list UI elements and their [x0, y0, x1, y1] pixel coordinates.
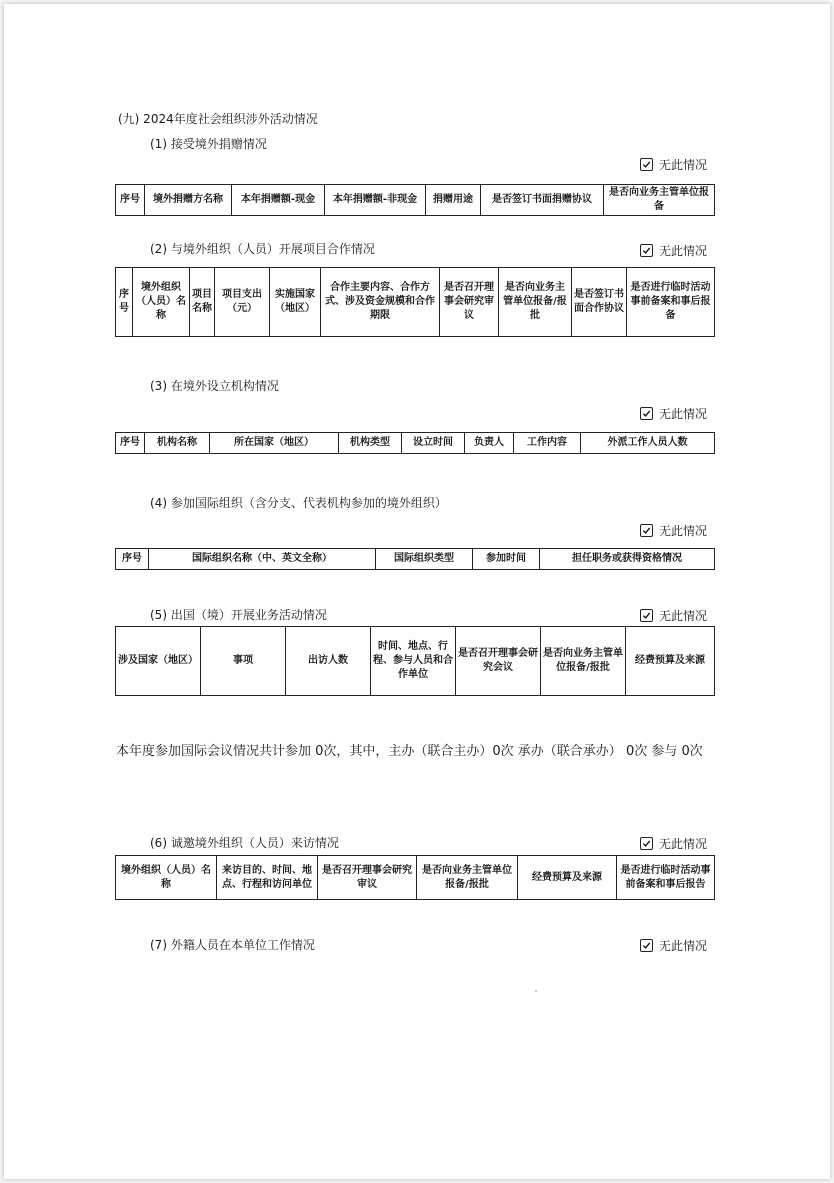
checked-box-icon	[640, 939, 653, 952]
header-cell: 经费预算及来源	[518, 856, 617, 900]
header-cell: 本年捐赠额-现金	[232, 185, 325, 216]
no-such-case-checkbox-6[interactable]	[640, 835, 707, 852]
table-foreign-donations	[115, 184, 715, 216]
header-cell: 参加时间	[473, 549, 540, 570]
scan-speck	[535, 990, 537, 992]
checkbox-label: 无此情况	[659, 407, 708, 421]
header-cell: 是否召开理事会研究会议	[456, 627, 541, 696]
table-invited-visits	[115, 855, 715, 900]
no-such-case-checkbox-5[interactable]	[640, 607, 707, 624]
checked-box-icon	[640, 609, 653, 622]
header-cell: 来访目的、时间、地点、行程和访问单位	[217, 856, 318, 900]
header-cell: 合作主要内容、合作方式、涉及资金规模和合作期限	[321, 268, 440, 337]
header-cell: 担任职务或获得资格情况	[540, 549, 715, 570]
header-cell: 国际组织名称（中、英文全称）	[149, 549, 376, 570]
header-cell: 所在国家（地区）	[210, 433, 339, 454]
header-cell: 是否召开理事会研究审议	[440, 268, 499, 337]
checked-box-icon	[640, 407, 653, 420]
subsection-6-title: (6) 诚邀境外组织（人员）来访情况	[150, 836, 339, 850]
table-header-row	[116, 856, 715, 900]
checked-box-icon	[640, 158, 653, 171]
header-cell: 是否签订书面合作协议	[572, 268, 627, 337]
no-such-case-checkbox-1[interactable]	[640, 156, 707, 173]
header-cell: 本年捐赠额-非现金	[325, 185, 426, 216]
header-cell: 序号	[116, 549, 149, 570]
header-cell: 出访人数	[286, 627, 371, 696]
international-conference-statement: 本年度参加国际会议情况共计参加 0次，其中，主办（联合主办）0次 承办（联合承办） 0次 参与 0次	[116, 744, 703, 759]
subsection-4-title: (4) 参加国际组织（含分支、代表机构参加的境外组织）	[150, 496, 447, 510]
header-cell: 序号	[116, 268, 133, 337]
header-cell: 国际组织类型	[376, 549, 473, 570]
header-cell: 设立时间	[402, 433, 465, 454]
no-such-case-checkbox-4[interactable]	[640, 522, 707, 539]
table-header-row	[116, 433, 715, 454]
header-cell: 境外捐赠方名称	[145, 185, 232, 216]
subsection-7-title: (7) 外籍人员在本单位工作情况	[150, 938, 315, 952]
table-header-row	[116, 185, 715, 216]
checkbox-label: 无此情况	[659, 939, 708, 953]
header-cell: 经费预算及来源	[626, 627, 715, 696]
header-cell: 是否向业务主管单位报备/报批	[417, 856, 518, 900]
header-cell: 事项	[201, 627, 286, 696]
header-cell: 机构类型	[339, 433, 402, 454]
no-such-case-checkbox-2[interactable]	[640, 242, 707, 259]
header-cell: 境外组织（人员）名称	[116, 856, 217, 900]
subsection-5-title: (5) 出国（境）开展业务活动情况	[150, 608, 327, 622]
document-page	[4, 4, 830, 1179]
no-such-case-checkbox-7[interactable]	[640, 937, 707, 954]
header-cell: 是否进行临时活动事前备案和事后报备	[627, 268, 715, 337]
subsection-1-title: (1) 接受境外捐赠情况	[150, 137, 267, 151]
header-cell: 是否进行临时活动事前备案和事后报告	[617, 856, 715, 900]
checked-box-icon	[640, 524, 653, 537]
table-header-row	[116, 268, 715, 337]
header-cell: 时间、地点、行程、参与人员和合作单位	[371, 627, 456, 696]
header-cell: 实施国家（地区）	[270, 268, 321, 337]
header-cell: 捐赠用途	[426, 185, 481, 216]
header-cell: 是否向业务主管单位报备/报批	[541, 627, 626, 696]
header-cell: 机构名称	[145, 433, 210, 454]
table-overseas-institutions	[115, 432, 715, 454]
header-cell: 项目名称	[190, 268, 215, 337]
header-cell: 项目支出（元）	[215, 268, 270, 337]
section-title: (九) 2024年度社会组织涉外活动情况	[118, 112, 318, 126]
checkbox-label: 无此情况	[659, 158, 708, 172]
header-cell: 是否向业务主管单位报备	[604, 185, 715, 216]
header-cell: 是否召开理事会研究审议	[318, 856, 417, 900]
table-project-cooperation	[115, 267, 715, 337]
checked-box-icon	[640, 837, 653, 850]
header-cell: 工作内容	[514, 433, 581, 454]
header-cell: 涉及国家（地区）	[116, 627, 201, 696]
header-cell: 负责人	[465, 433, 514, 454]
header-cell: 是否签订书面捐赠协议	[481, 185, 604, 216]
header-cell: 境外组织（人员）名称	[133, 268, 190, 337]
subsection-2-title: (2) 与境外组织（人员）开展项目合作情况	[150, 242, 375, 256]
table-header-row	[116, 549, 715, 570]
checkbox-label: 无此情况	[659, 244, 708, 258]
checkbox-label: 无此情况	[659, 609, 708, 623]
header-cell: 是否向业务主管单位报备/报批	[499, 268, 572, 337]
table-header-row	[116, 627, 715, 696]
header-cell: 外派工作人员人数	[581, 433, 715, 454]
header-cell: 序号	[116, 185, 145, 216]
table-overseas-business-activities	[115, 626, 715, 696]
checkbox-label: 无此情况	[659, 524, 708, 538]
checked-box-icon	[640, 244, 653, 257]
subsection-3-title: (3) 在境外设立机构情况	[150, 379, 279, 393]
header-cell: 序号	[116, 433, 145, 454]
no-such-case-checkbox-3[interactable]	[640, 405, 707, 422]
checkbox-label: 无此情况	[659, 837, 708, 851]
table-international-organizations	[115, 548, 715, 570]
